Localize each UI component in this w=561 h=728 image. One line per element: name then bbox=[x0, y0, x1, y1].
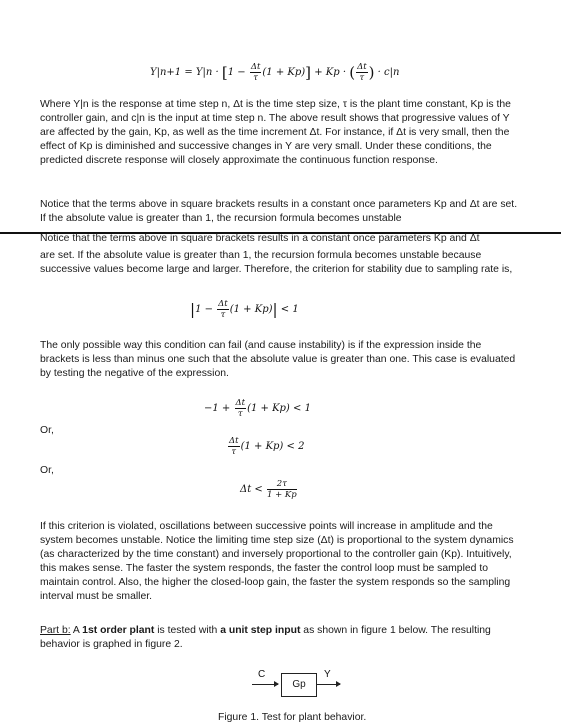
or-label-2: Or, bbox=[40, 465, 54, 476]
equation-two: $\frac{\Delta t}{\tau}$ (1 + Kp) < 2 bbox=[229, 436, 305, 457]
paragraph-set: are set. If the absolute value is greater than 1, the recursion formula becomes unstable because successive values become large and larger. Therefore, the criterion for stability due to sampling rate is, bbox=[40, 250, 513, 275]
input-arrow bbox=[252, 684, 278, 685]
plant-block: Gp bbox=[281, 673, 317, 697]
part-b-label: Part b: bbox=[40, 625, 71, 636]
diagram-output-label: Y bbox=[324, 669, 331, 680]
diagram-input-label: C bbox=[258, 669, 266, 680]
paragraph-notice: Notice that the terms above in square brackets results in a constant once parameters Kp and Δt are set. If the absolute value is greater than 1, the recursion formula becomes unstable bbox=[40, 199, 518, 224]
eq-frac: $\frac{\Delta t}{\tau}$ bbox=[250, 62, 261, 83]
or-label-1: Or, bbox=[40, 425, 54, 436]
paragraph-only: The only possible way this condition can fail (and cause instability) is if the expression inside the brackets is less than minus one such that the absolute value is greater than one. This case is evaluated by testing the negative of the expression. bbox=[40, 340, 516, 379]
equation-negative: −1 + $\frac{\Delta t}{\tau}$ (1 + Kp) < 1 bbox=[204, 398, 311, 419]
eq-lhs: Y|n+1 = Y|n · bbox=[150, 67, 219, 78]
paragraph-where: Where Y|n is the response at time step n, Δt is the time step size, τ is the plant time constant, Kp is the controller gain, and c|n is the input at time step n. The above result shows that progressive values of Y are affected by the gain, Kp, as well as the time increment Δt. For instance, if Δt is very small, then the effect of Kp is diminished and successive changes in Y are very small. Under these conditions, the predicted discrete response will closely approximate the continuous function response. bbox=[40, 99, 511, 166]
equation-top: Y|n+1 = Y|n · [1 − $\frac{\Delta t}{\tau}$ (1 + Kp)] + Kp · ( $\frac{\Delta t}{\tau}$ ) · c|n bbox=[150, 62, 400, 83]
cut-off-line: Notice that the terms above in square brackets results in a constant once parameters Kp and Δt bbox=[40, 233, 480, 244]
paragraph-violated: If this criterion is violated, oscillations between successive points will increase in amplitude and the system becomes unstable. Notice the limiting time step size (Δt) is proportional to the system dynamics (as characterized by the time constant) and inversely proportional to the controller gain (Kp). Intuitively, this makes sense. The faster the system responds, the faster the control loop must be sampled to maintain control. Also, the higher the closed-loop gain, the faster the system responds so the sampling interval must be smaller. bbox=[40, 521, 514, 602]
equation-dt: Δt < $\frac{2\tau}{1 + Kp}$ bbox=[240, 479, 297, 500]
equation-stability: |1 − $\frac{\Delta t}{\tau}$ (1 + Kp)| < 1 bbox=[190, 299, 299, 320]
paragraph-part-b: Part b: A 1st order plant is tested with a unit step input as shown in figure 1 below. The resulting behavior is graphed in figure 2. bbox=[40, 625, 491, 650]
output-arrow bbox=[316, 684, 340, 685]
figure-caption: Figure 1. Test for plant behavior. bbox=[218, 712, 367, 723]
